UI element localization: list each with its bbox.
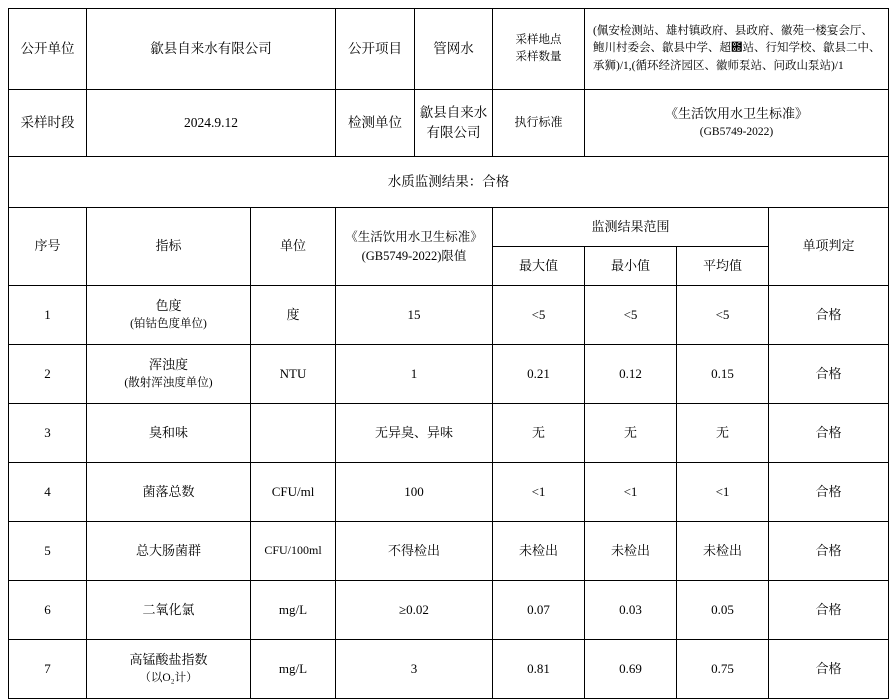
cell-indicator	[87, 581, 251, 640]
cell-judgement: 合格	[769, 286, 889, 345]
cell-indicator-name: 高锰酸盐指数	[129, 652, 208, 668]
table-header-row-1	[9, 208, 889, 247]
cell-indicator-name: 总大肠菌群	[135, 542, 201, 558]
cell-min: <5	[585, 286, 677, 345]
cell-indicator-sub: (散射浑浊度单位)	[124, 377, 213, 390]
cell-max: 无	[493, 404, 585, 463]
meta-value-standard-line1: 《生活饮用水卫生标准》	[665, 106, 809, 122]
cell-unit: NTU	[251, 345, 336, 404]
cell-unit: CFU/100ml	[251, 522, 336, 581]
cell-limit: 100	[336, 463, 493, 522]
cell-judgement: 合格	[769, 404, 889, 463]
cell-min: 未检出	[585, 522, 677, 581]
meta-row-1	[9, 9, 889, 90]
cell-indicator-name: 菌落总数	[142, 483, 195, 499]
cell-min: <1	[585, 463, 677, 522]
cell-seq: 6	[9, 581, 87, 640]
cell-avg: <5	[677, 286, 769, 345]
th-limit	[336, 208, 493, 286]
report-table	[8, 8, 889, 699]
th-avg: 平均值	[677, 247, 769, 286]
cell-judgement: 合格	[769, 522, 889, 581]
th-judgement: 单项判定	[769, 208, 889, 286]
cell-avg: 0.15	[677, 345, 769, 404]
cell-limit: 1	[336, 345, 493, 404]
meta-label-testing-unit: 检测单位	[336, 90, 415, 157]
th-limit-line2: (GB5749-2022)限值	[361, 248, 467, 263]
result-banner-row	[9, 157, 889, 208]
meta-value-standard	[585, 90, 889, 157]
cell-judgement: 合格	[769, 463, 889, 522]
meta-label-sampling-period: 采样时段	[9, 90, 87, 157]
th-seq: 序号	[9, 208, 87, 286]
cell-min: 0.69	[585, 640, 677, 699]
meta-value-standard-line2: (GB5749-2022)	[699, 126, 774, 139]
cell-limit: ≥0.02	[336, 581, 493, 640]
cell-indicator-name: 浑浊度	[148, 357, 188, 373]
cell-judgement: 合格	[769, 581, 889, 640]
cell-avg: 未检出	[677, 522, 769, 581]
cell-max: 0.07	[493, 581, 585, 640]
cell-judgement: 合格	[769, 345, 889, 404]
cell-seq: 2	[9, 345, 87, 404]
th-min: 最小值	[585, 247, 677, 286]
cell-unit	[251, 404, 336, 463]
th-unit: 单位	[251, 208, 336, 286]
cell-indicator-sub: （以O₂计）	[139, 672, 198, 685]
cell-indicator	[87, 286, 251, 345]
cell-indicator	[87, 463, 251, 522]
cell-seq: 7	[9, 640, 87, 699]
meta-label-sampling-location-line2: 采样数量	[515, 51, 562, 63]
cell-avg: 无	[677, 404, 769, 463]
cell-indicator	[87, 404, 251, 463]
cell-indicator-sub: (铂钴色度单位)	[130, 318, 207, 331]
cell-indicator	[87, 522, 251, 581]
cell-seq: 5	[9, 522, 87, 581]
cell-max: 未检出	[493, 522, 585, 581]
cell-seq: 1	[9, 286, 87, 345]
th-limit-line1: 《生活饮用水卫生标准》	[345, 230, 483, 245]
th-range-group: 监测结果范围	[493, 208, 769, 247]
table-row	[9, 404, 889, 463]
cell-unit: mg/L	[251, 640, 336, 699]
cell-max: 0.21	[493, 345, 585, 404]
result-banner: 水质监测结果：合格	[9, 157, 889, 208]
meta-label-public-unit: 公开单位	[9, 9, 87, 90]
cell-max: <5	[493, 286, 585, 345]
cell-indicator-name: 臭和味	[148, 424, 188, 440]
meta-label-sampling-location	[493, 9, 585, 90]
meta-value-sampling-period: 2024.9.12	[87, 90, 336, 157]
meta-value-sampling-location: (佩安检测站、雄村镇政府、县政府、徽苑一楼宴会厅、鲍川村委会、歙县中学、超఍站、行知学校、歙县二中、承狮)/1,(循环经济园区、徽师泵站、问政山泵站)/1	[585, 9, 889, 90]
table-row	[9, 522, 889, 581]
cell-min: 0.12	[585, 345, 677, 404]
cell-unit: 度	[251, 286, 336, 345]
cell-limit: 不得检出	[336, 522, 493, 581]
meta-row-2	[9, 90, 889, 157]
cell-indicator	[87, 345, 251, 404]
cell-limit: 无异臭、异味	[336, 404, 493, 463]
th-indicator: 指标	[87, 208, 251, 286]
cell-avg: 0.05	[677, 581, 769, 640]
cell-judgement: 合格	[769, 640, 889, 699]
th-max: 最大值	[493, 247, 585, 286]
cell-min: 0.03	[585, 581, 677, 640]
table-row	[9, 345, 889, 404]
cell-seq: 3	[9, 404, 87, 463]
meta-value-public-project: 管网水	[415, 9, 493, 90]
meta-label-standard: 执行标准	[493, 90, 585, 157]
meta-value-public-unit: 歙县自来水有限公司	[87, 9, 336, 90]
cell-max: 0.81	[493, 640, 585, 699]
cell-unit: mg/L	[251, 581, 336, 640]
cell-indicator	[87, 640, 251, 699]
table-row	[9, 640, 889, 699]
cell-indicator-name: 色度	[155, 298, 182, 314]
meta-value-testing-unit: 歙县自来水有限公司	[415, 90, 493, 157]
cell-seq: 4	[9, 463, 87, 522]
table-row	[9, 463, 889, 522]
cell-limit: 15	[336, 286, 493, 345]
water-quality-report	[8, 0, 888, 699]
cell-indicator-name: 二氧化氯	[142, 601, 195, 617]
meta-label-public-project: 公开项目	[336, 9, 415, 90]
cell-limit: 3	[336, 640, 493, 699]
cell-avg: <1	[677, 463, 769, 522]
meta-label-sampling-location-line1: 采样地点	[515, 34, 562, 47]
cell-avg: 0.75	[677, 640, 769, 699]
cell-min: 无	[585, 404, 677, 463]
cell-max: <1	[493, 463, 585, 522]
cell-unit: CFU/ml	[251, 463, 336, 522]
table-row	[9, 286, 889, 345]
table-row	[9, 581, 889, 640]
